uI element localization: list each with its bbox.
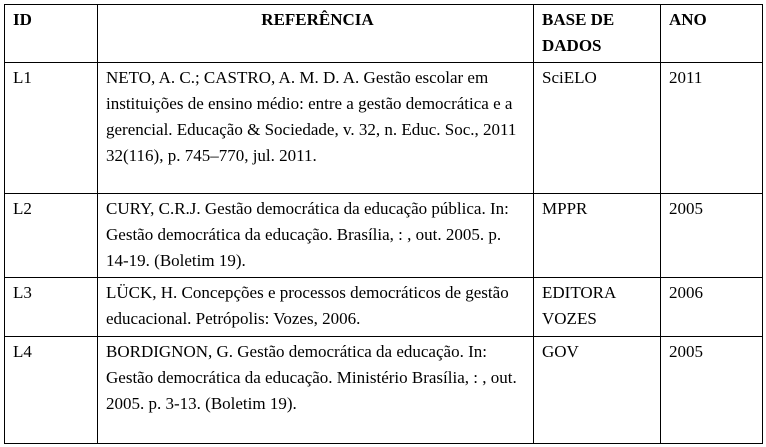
table-row (5, 278, 763, 337)
row-id: L3 (5, 278, 98, 337)
row-reference: BORDIGNON, G. Gestão democrática da educação. In: Gestão democrática da educação. Ministério Brasília, : , out. 2005. p. 3-13. (Boletim 19). (98, 337, 534, 444)
row-reference: LÜCK, H. Concepções e processos democráticos de gestão educacional. Petrópolis: Vozes, 2006. (98, 278, 534, 337)
references-table (4, 4, 763, 444)
row-reference: CURY, C.R.J. Gestão democrática da educação pública. In: Gestão democrática da educação. Brasília, : , out. 2005. p. 14-19. (Boletim 19). (98, 194, 534, 278)
table-header-row (5, 5, 763, 63)
row-year: 2006 (661, 278, 763, 337)
row-database: SciELO (534, 63, 661, 194)
row-database: MPPR (534, 194, 661, 278)
row-id: L4 (5, 337, 98, 444)
table-row (5, 337, 763, 444)
header-reference: REFERÊNCIA (98, 5, 534, 63)
row-id: L1 (5, 63, 98, 194)
header-database: BASE DE DADOS (534, 5, 661, 63)
row-year: 2011 (661, 63, 763, 194)
row-database: EDITORA VOZES (534, 278, 661, 337)
row-year: 2005 (661, 337, 763, 444)
table-row (5, 194, 763, 278)
row-reference: NETO, A. C.; CASTRO, A. M. D. A. Gestão escolar em instituições de ensino médio: entre a gestão democrática e a gerencial. Educação & Sociedade, v. 32, n. Educ. Soc., 2011 32(116), p. 745–770, jul. 2011. (98, 63, 534, 194)
row-id: L2 (5, 194, 98, 278)
table-row (5, 63, 763, 194)
row-database: GOV (534, 337, 661, 444)
header-id: ID (5, 5, 98, 63)
header-year: ANO (661, 5, 763, 63)
row-year: 2005 (661, 194, 763, 278)
